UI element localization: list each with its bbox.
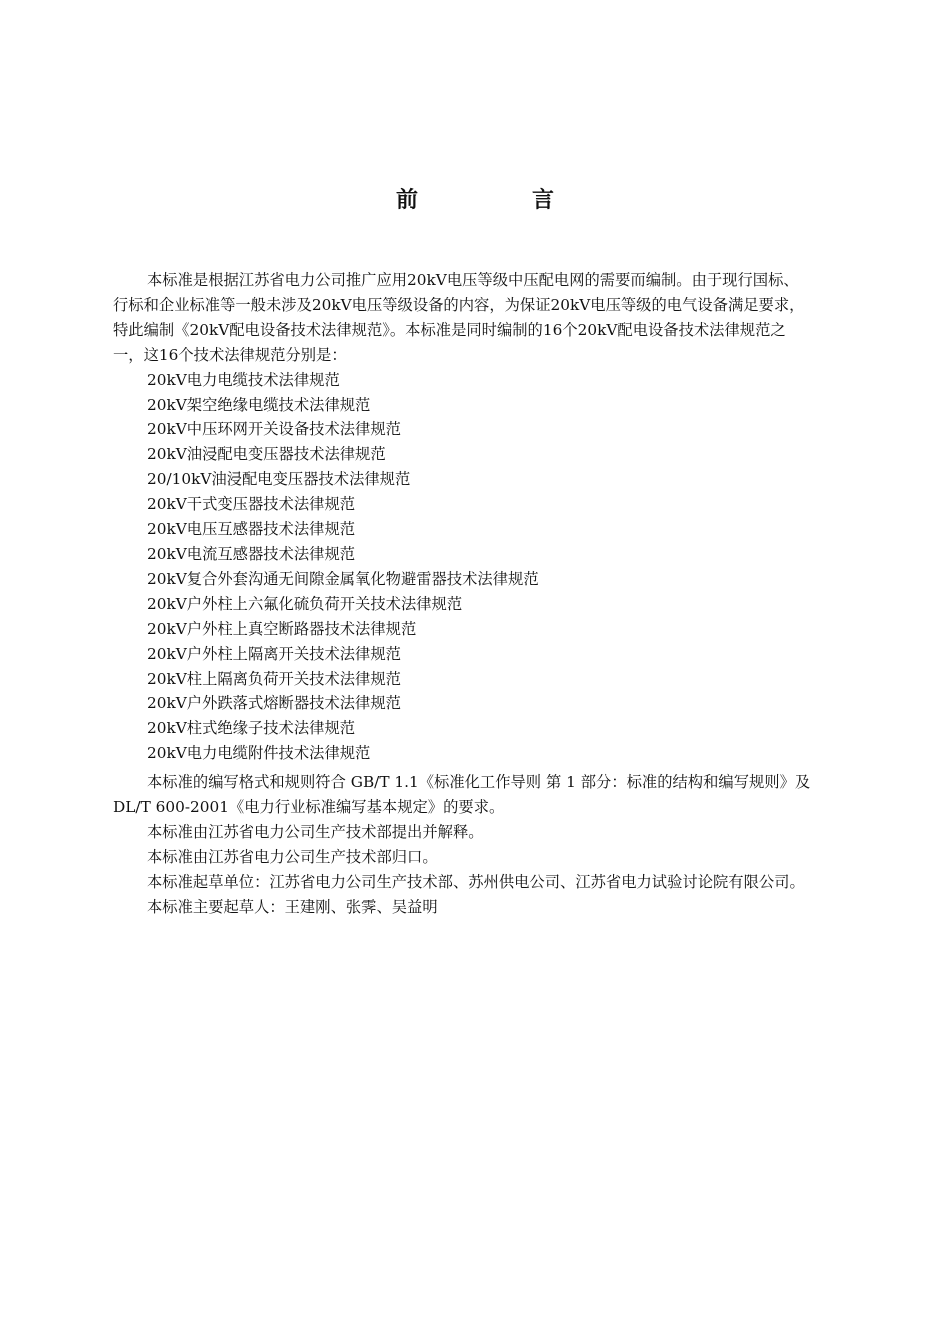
list-item: 20kV柱式绝缘子技术法律规范	[147, 719, 356, 738]
list-item: 20kV中压环网开关设备技术法律规范	[147, 420, 401, 439]
list-item: 20kV复合外套沟通无间隙金属氧化物避雷器技术法律规范	[147, 569, 539, 588]
list-item: 20kV电流互感器技术法律规范	[147, 544, 356, 563]
list-item: 20kV户外跌落式熔断器技术法律规范	[147, 694, 401, 713]
page-title: 前 言	[395, 188, 600, 213]
intro-line: 一，这16个技术法律规范分别是：	[113, 345, 347, 364]
managed-paragraph: 本标准由江苏省电力公司生产技术部归口。	[147, 847, 438, 866]
proposed-paragraph: 本标准由江苏省电力公司生产技术部提出并解释。	[147, 822, 484, 841]
intro-line: 行标和企业标准等一般未涉及20kV电压等级设备的内容，为保证20kV电压等级的电气设备满足要求，	[113, 295, 805, 314]
standards-list	[113, 368, 861, 767]
intro-paragraph	[113, 268, 861, 368]
intro-line: 本标准是根据江苏省电力公司推广应用20kV电压等级中压配电网的需要而编制。由于现行国标、	[147, 271, 799, 289]
intro-line: 特此编制《20kV配电设备技术法律规范》。本标准是同时编制的16个20kV配电设备技术法律规范之	[113, 320, 786, 339]
list-item: 20kV户外柱上隔离开关技术法律规范	[147, 644, 401, 663]
list-item: 20kV电压互感器技术法律规范	[147, 520, 356, 539]
list-item: 20kV油浸配电变压器技术法律规范	[147, 445, 386, 464]
format-paragraph	[113, 770, 861, 820]
format-line: DL/T 600-2001《电力行业标准编写基本规定》的要求。	[113, 798, 505, 817]
list-item: 20kV电力电缆技术法律规范	[147, 370, 340, 389]
list-item: 20kV架空绝缘电缆技术法律规范	[147, 395, 371, 414]
list-item: 20/10kV油浸配电变压器技术法律规范	[147, 470, 411, 489]
list-item: 20kV户外柱上六氟化硫负荷开关技术法律规范	[147, 594, 463, 613]
drafters-paragraph: 本标准主要起草人：王建刚、张霁、吴益明	[147, 897, 438, 916]
drafting-units-paragraph: 本标准起草单位：江苏省电力公司生产技术部、苏州供电公司、江苏省电力试验讨论院有限公司。	[147, 872, 805, 891]
list-item: 20kV干式变压器技术法律规范	[147, 495, 356, 514]
format-line: 本标准的编写格式和规则符合 GB/T 1.1《标准化工作导则 第 1 部分：标准的结构和编写规则》及	[147, 773, 811, 792]
list-item: 20kV电力电缆附件技术法律规范	[147, 744, 371, 763]
list-item: 20kV柱上隔离负荷开关技术法律规范	[147, 669, 401, 688]
list-item: 20kV户外柱上真空断路器技术法律规范	[147, 619, 417, 638]
document-body	[113, 268, 861, 920]
